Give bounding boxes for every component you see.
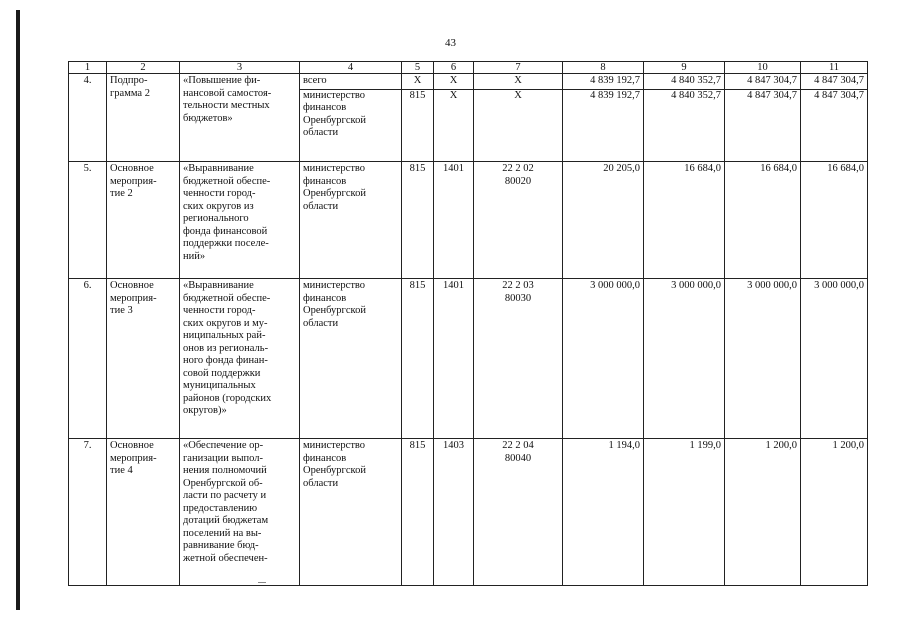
executor-cell	[300, 74, 402, 162]
code-value: 815	[402, 439, 434, 586]
table-row	[69, 279, 868, 439]
amount-value: 3 000 000,0	[725, 279, 801, 439]
header-cell: 2	[107, 62, 180, 74]
table-row	[69, 74, 868, 162]
executor-total: всего	[303, 75, 327, 86]
amount-value: 1 200,0	[801, 439, 868, 586]
code-value: 22 2 04 80040	[474, 439, 563, 586]
header-cell: 6	[434, 62, 474, 74]
row-number: 4.	[69, 74, 107, 162]
row-name: «Обеспечение ор- ганизации выпол- нения полномочий Оренбургской об- ласти по расчету и предоставлению дотаций бюджетам поселений на вы- равнивание бюд- жетной обеспечен-	[180, 439, 300, 586]
code-value: X	[449, 75, 458, 86]
row-number: 6.	[69, 279, 107, 439]
row-number: 5.	[69, 162, 107, 279]
executor-ministry: министерство финансов Оренбургской области	[300, 439, 402, 586]
amount-value: 4 847 304,7	[801, 89, 867, 103]
code-value: 815	[402, 162, 434, 279]
executor-ministry: министерство финансов Оренбургской области	[300, 279, 402, 439]
header-row	[69, 62, 868, 74]
code-value: X	[474, 89, 562, 103]
amount-value: 20 205,0	[563, 162, 644, 279]
amount-cell	[644, 74, 725, 162]
code-value: 22 2 03 80030	[474, 279, 563, 439]
amount-cell	[801, 74, 868, 162]
table-row	[69, 162, 868, 279]
header-cell: 8	[563, 62, 644, 74]
amount-value: 1 194,0	[563, 439, 644, 586]
row-number: 7.	[69, 439, 107, 586]
code-value: X	[413, 75, 422, 86]
header-cell: 5	[402, 62, 434, 74]
code-cell	[402, 74, 434, 162]
amount-value: 4 847 304,7	[814, 75, 864, 86]
amount-value: 3 000 000,0	[563, 279, 644, 439]
executor-ministry: министерство финансов Оренбургской области	[300, 89, 401, 140]
row-name: «Повышение фи- нансовой самостоя- тельности местных бюджетов»	[180, 74, 300, 162]
code-value: 1401	[434, 162, 474, 279]
header-cell: 7	[474, 62, 563, 74]
row-type: Основное мероприя- тие 2	[107, 162, 180, 279]
amount-value: 16 684,0	[801, 162, 868, 279]
amount-value: 3 000 000,0	[644, 279, 725, 439]
amount-value: 4 847 304,7	[725, 89, 800, 103]
amount-value: 1 199,0	[644, 439, 725, 586]
row-name: «Выравнивание бюджетной обеспе- ченности город- ских округов и му- ниципальных рай- онов из региональ- ного фонда финан- совой поддержки муниципальных районов (городских округов)»	[180, 279, 300, 439]
amount-value: 16 684,0	[725, 162, 801, 279]
code-value: 815	[402, 89, 433, 103]
budget-table	[68, 61, 868, 586]
amount-value: 4 840 352,7	[644, 89, 724, 103]
code-value: 1403	[434, 439, 474, 586]
amount-cell	[725, 74, 801, 162]
header-cell: 4	[300, 62, 402, 74]
amount-value: 4 840 352,7	[671, 75, 721, 86]
executor-ministry: министерство финансов Оренбургской области	[300, 162, 402, 279]
row-name: «Выравнивание бюджетной обеспе- ченности город- ских округов из регионального фонда финансовой поддержки поселе- ний»	[180, 162, 300, 279]
page-number: 43	[445, 37, 456, 49]
amount-value: 3 000 000,0	[801, 279, 868, 439]
amount-cell	[563, 74, 644, 162]
binding-edge	[16, 10, 20, 610]
table-row	[69, 439, 868, 586]
amount-value: 4 839 192,7	[590, 75, 640, 86]
scan-mark	[258, 582, 266, 583]
row-type: Основное мероприя- тие 3	[107, 279, 180, 439]
header-cell: 3	[180, 62, 300, 74]
amount-value: 16 684,0	[644, 162, 725, 279]
amount-value: 1 200,0	[725, 439, 801, 586]
code-cell	[474, 74, 563, 162]
amount-value: 4 839 192,7	[563, 89, 643, 103]
header-cell: 9	[644, 62, 725, 74]
code-value: X	[434, 89, 473, 103]
row-type: Подпро- грамма 2	[107, 74, 180, 162]
code-value: 815	[402, 279, 434, 439]
header-cell: 1	[69, 62, 107, 74]
amount-value: 4 847 304,7	[747, 75, 797, 86]
code-value: 22 2 02 80020	[474, 162, 563, 279]
row-type: Основное мероприя- тие 4	[107, 439, 180, 586]
code-value: 1401	[434, 279, 474, 439]
code-cell	[434, 74, 474, 162]
header-cell: 11	[801, 62, 868, 74]
header-cell: 10	[725, 62, 801, 74]
code-value: X	[514, 75, 522, 86]
